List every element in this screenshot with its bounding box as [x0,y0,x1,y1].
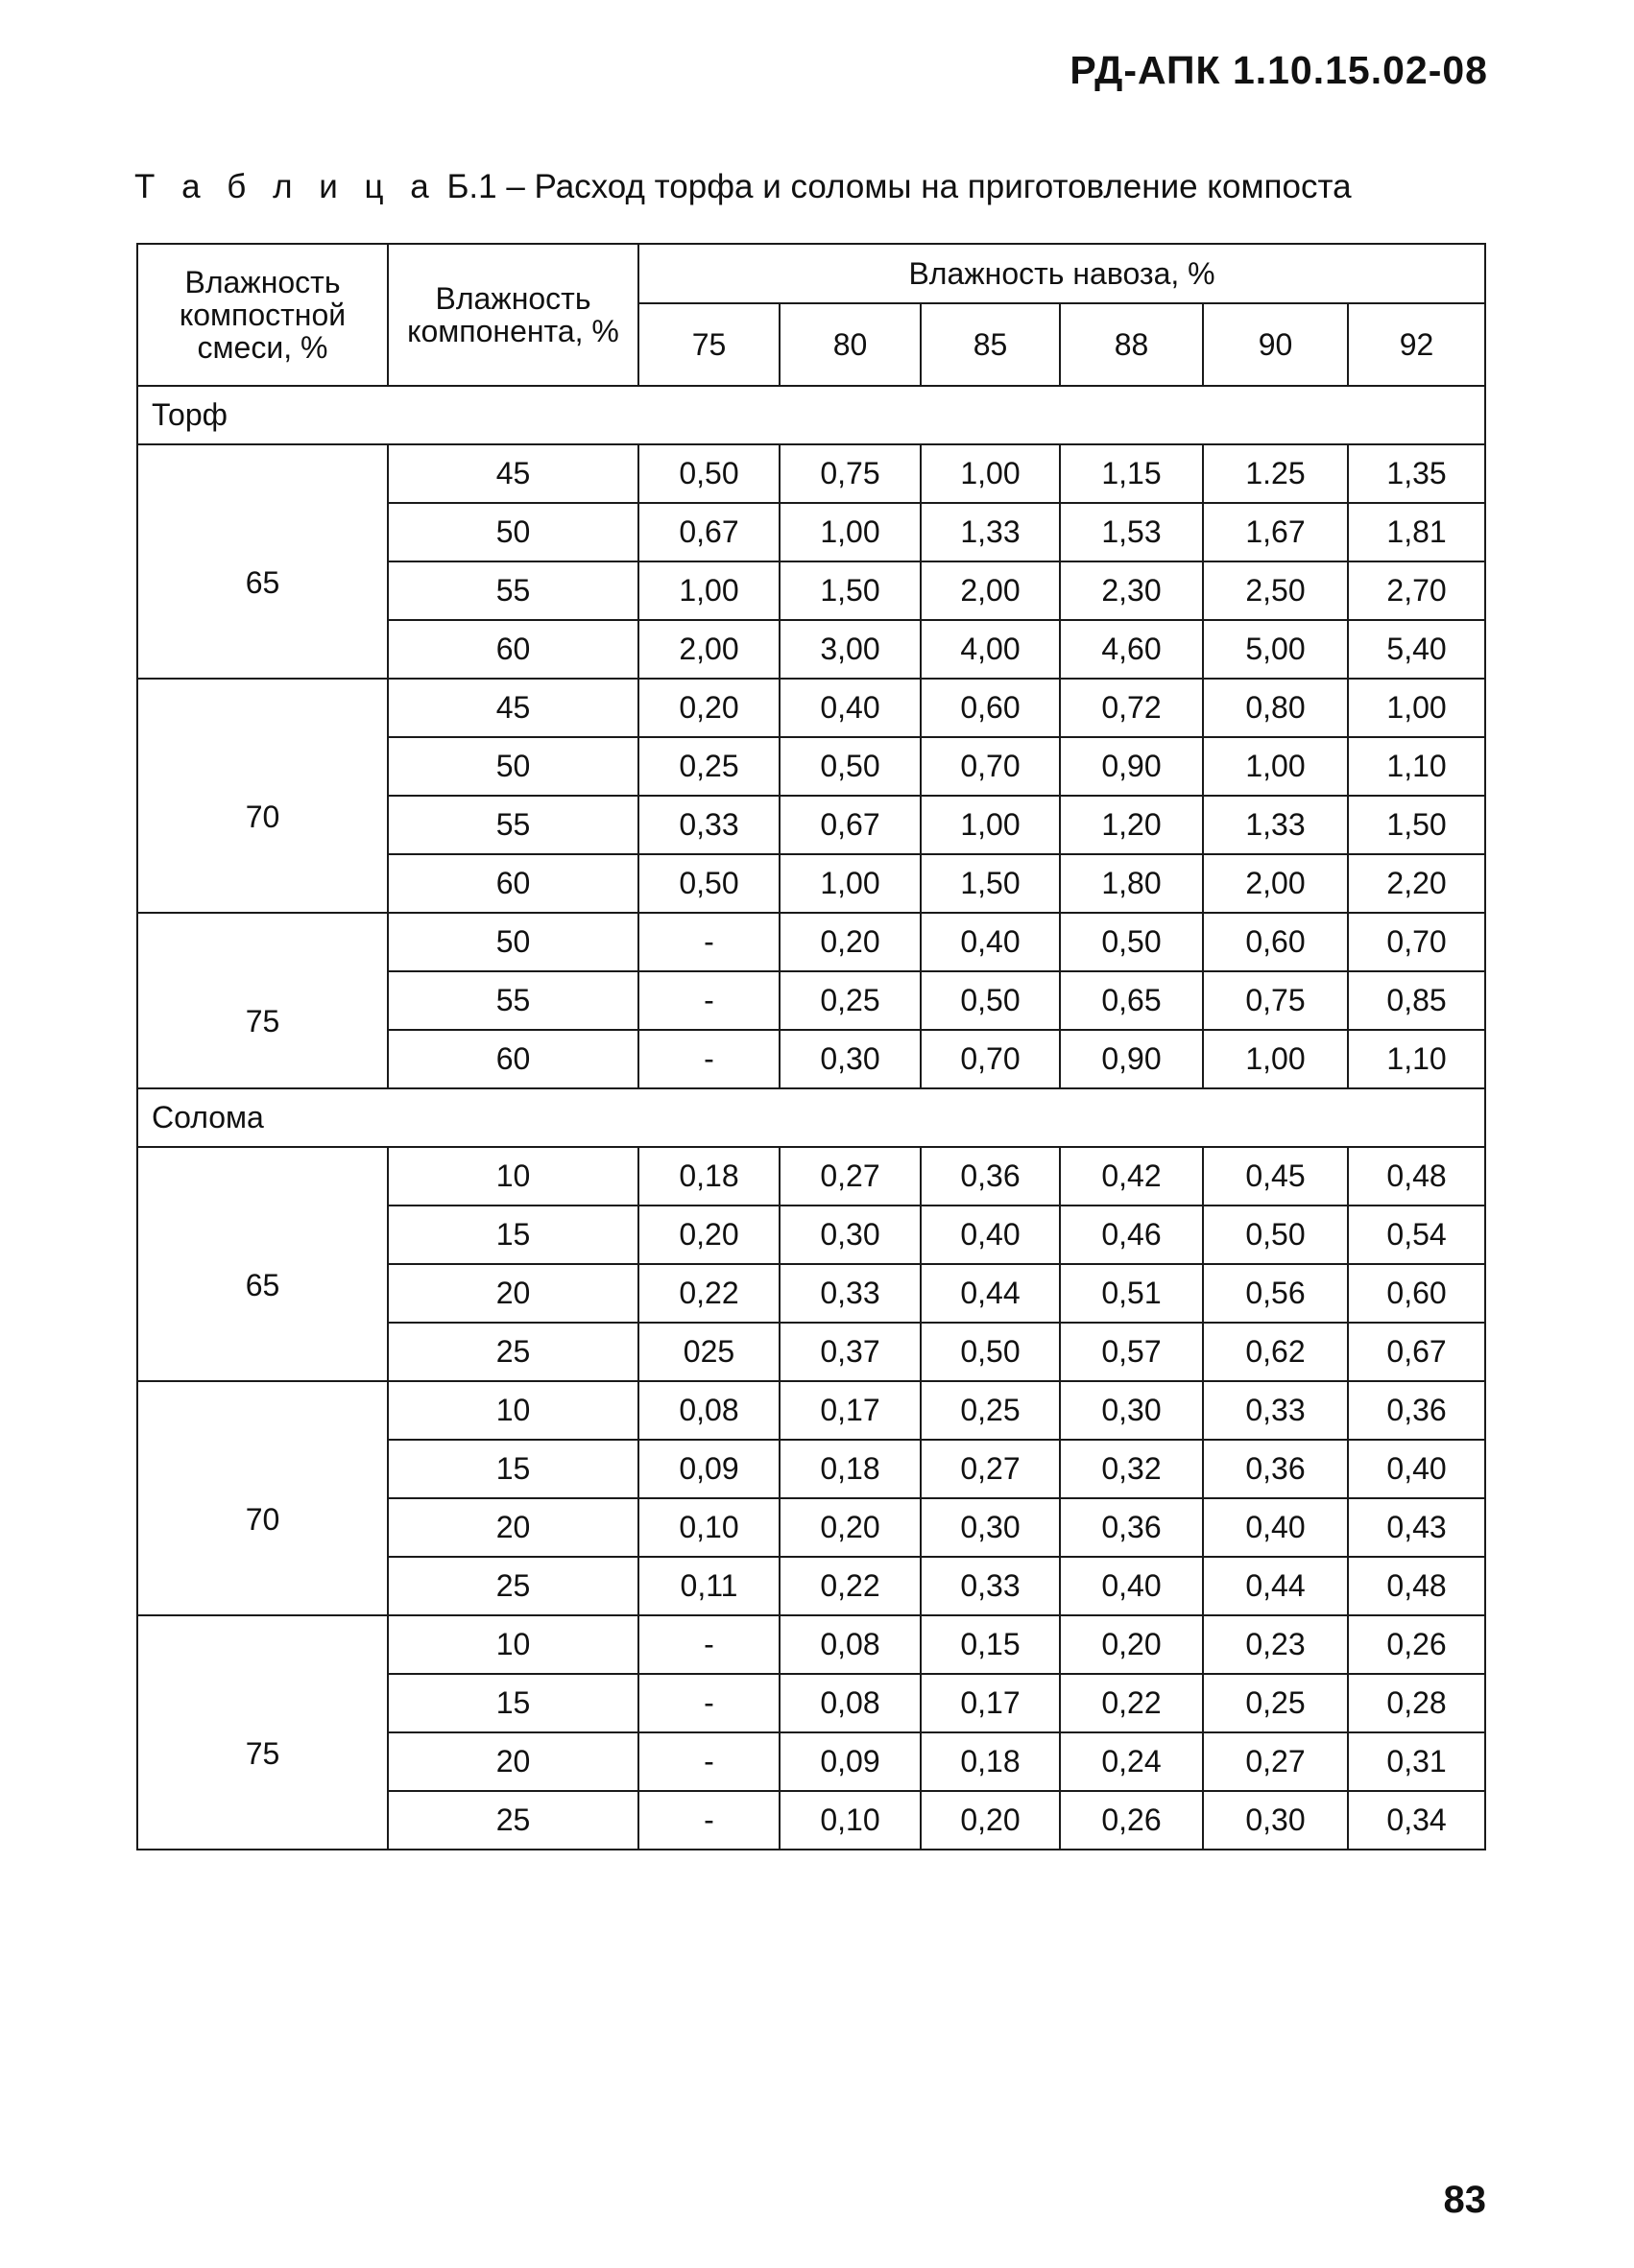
consumption-value-cell: 2,00 [921,561,1060,620]
consumption-value-cell: 0,27 [921,1440,1060,1498]
consumption-value-cell: 0,43 [1348,1498,1485,1557]
consumption-value-cell: 0,72 [1060,679,1203,737]
manure-value-header: 90 [1203,303,1348,386]
consumption-value-cell: 0,20 [780,1498,921,1557]
component-moisture-cell: 50 [388,503,638,561]
consumption-value-cell: 0,31 [1348,1732,1485,1791]
consumption-value-cell: 0,27 [1203,1732,1348,1791]
consumption-value-cell: 0,09 [638,1440,780,1498]
table-caption [134,168,1352,206]
consumption-value-cell: 0,70 [921,1030,1060,1088]
consumption-table [136,243,1486,1850]
consumption-value-cell: 0,36 [1060,1498,1203,1557]
consumption-value-cell: 3,00 [780,620,921,679]
component-moisture-cell: 20 [388,1264,638,1323]
consumption-value-cell: 1,53 [1060,503,1203,561]
consumption-value-cell: 0,36 [1203,1440,1348,1498]
consumption-value-cell: - [638,1791,780,1850]
consumption-value-cell: 0,50 [638,444,780,503]
consumption-value-cell: 0,24 [1060,1732,1203,1791]
consumption-value-cell: 0,70 [1348,913,1485,971]
consumption-value-cell: 0,20 [638,1206,780,1264]
component-moisture-cell: 45 [388,679,638,737]
mix-moisture-cell: 65 [137,1147,388,1381]
consumption-value-cell: 0,40 [780,679,921,737]
consumption-value-cell: 0,22 [1060,1674,1203,1732]
consumption-value-cell: 2,30 [1060,561,1203,620]
consumption-value-cell: 0,18 [921,1732,1060,1791]
consumption-value-cell: 1,35 [1348,444,1485,503]
manure-value-header: 92 [1348,303,1485,386]
consumption-value-cell: 0,51 [1060,1264,1203,1323]
consumption-value-cell: - [638,1030,780,1088]
consumption-value-cell: 0,30 [1060,1381,1203,1440]
consumption-value-cell: 2,50 [1203,561,1348,620]
component-moisture-cell: 15 [388,1206,638,1264]
component-moisture-header: Влажность компонента, % [388,244,638,386]
component-moisture-cell: 55 [388,796,638,854]
manure-value-header: 88 [1060,303,1203,386]
consumption-value-cell: 0,08 [638,1381,780,1440]
consumption-value-cell: - [638,913,780,971]
consumption-value-cell: 1,33 [921,503,1060,561]
consumption-value-cell: 0,36 [921,1147,1060,1206]
table-row [137,679,1485,737]
consumption-value-cell: 0,20 [1060,1615,1203,1674]
consumption-value-cell: 1.25 [1203,444,1348,503]
consumption-value-cell: 0,17 [780,1381,921,1440]
consumption-value-cell: 0,23 [1203,1615,1348,1674]
consumption-value-cell: 0,30 [780,1206,921,1264]
consumption-value-cell: 0,08 [780,1674,921,1732]
consumption-value-cell: 0,44 [921,1264,1060,1323]
consumption-value-cell: 0,56 [1203,1264,1348,1323]
consumption-value-cell: 1,00 [638,561,780,620]
consumption-value-cell: 0,15 [921,1615,1060,1674]
consumption-value-cell: 0,50 [780,737,921,796]
consumption-value-cell: 0,33 [921,1557,1060,1615]
component-moisture-cell: 10 [388,1147,638,1206]
consumption-value-cell: 0,62 [1203,1323,1348,1381]
component-moisture-cell: 10 [388,1381,638,1440]
consumption-value-cell: 0,25 [638,737,780,796]
consumption-value-cell: 0,60 [1203,913,1348,971]
consumption-value-cell: 0,20 [638,679,780,737]
consumption-value-cell: 1,67 [1203,503,1348,561]
consumption-value-cell: 1,10 [1348,737,1485,796]
consumption-value-cell: 0,22 [780,1557,921,1615]
table-caption-text: – Расход торфа и соломы на приготовление компоста [496,168,1352,205]
consumption-value-cell: 0,33 [638,796,780,854]
consumption-value-cell: 0,36 [1348,1381,1485,1440]
consumption-value-cell: 0,45 [1203,1147,1348,1206]
consumption-value-cell: 0,10 [638,1498,780,1557]
consumption-value-cell: 1,00 [921,796,1060,854]
consumption-value-cell: 0,80 [1203,679,1348,737]
table-row [137,1381,1485,1440]
consumption-value-cell: 0,11 [638,1557,780,1615]
consumption-value-cell: 0,26 [1060,1791,1203,1850]
table-body [137,386,1485,1850]
consumption-value-cell: 0,28 [1348,1674,1485,1732]
consumption-value-cell: 0,37 [780,1323,921,1381]
consumption-value-cell: 0,42 [1060,1147,1203,1206]
consumption-value-cell: 0,09 [780,1732,921,1791]
consumption-value-cell: 0,30 [1203,1791,1348,1850]
consumption-value-cell: 0,60 [921,679,1060,737]
consumption-value-cell: 0,50 [921,971,1060,1030]
consumption-value-cell: 0,50 [1060,913,1203,971]
component-moisture-cell: 55 [388,561,638,620]
consumption-value-cell: 0,65 [1060,971,1203,1030]
consumption-value-cell: 2,20 [1348,854,1485,913]
consumption-value-cell: 0,32 [1060,1440,1203,1498]
table-row [137,1147,1485,1206]
mix-moisture-cell: 70 [137,1381,388,1615]
mix-moisture-cell: 65 [137,444,388,679]
consumption-value-cell: 0,20 [921,1791,1060,1850]
component-moisture-cell: 25 [388,1557,638,1615]
table-row [137,1615,1485,1674]
consumption-value-cell: 0,67 [638,503,780,561]
consumption-value-cell: 0,18 [780,1440,921,1498]
consumption-value-cell: 0,26 [1348,1615,1485,1674]
consumption-value-cell: 0,25 [1203,1674,1348,1732]
component-moisture-cell: 60 [388,620,638,679]
consumption-value-cell: 0,33 [780,1264,921,1323]
mix-moisture-cell: 70 [137,679,388,913]
consumption-value-cell: 0,44 [1203,1557,1348,1615]
table-header [137,244,1485,386]
consumption-value-cell: 1,00 [780,503,921,561]
consumption-value-cell: 0,50 [1203,1206,1348,1264]
consumption-value-cell: 0,34 [1348,1791,1485,1850]
consumption-value-cell: 4,60 [1060,620,1203,679]
component-moisture-cell: 50 [388,737,638,796]
consumption-value-cell: 0,17 [921,1674,1060,1732]
section-title: Торф [137,386,1485,444]
consumption-value-cell: 1,81 [1348,503,1485,561]
consumption-value-cell: 0,48 [1348,1147,1485,1206]
manure-value-header: 75 [638,303,780,386]
consumption-value-cell: - [638,971,780,1030]
consumption-value-cell: 1,15 [1060,444,1203,503]
consumption-value-cell: 025 [638,1323,780,1381]
consumption-value-cell: 1,00 [1348,679,1485,737]
consumption-value-cell: 0,25 [921,1381,1060,1440]
consumption-value-cell: 0,40 [1203,1498,1348,1557]
document-code: РД-АПК 1.10.15.02-08 [1069,48,1488,92]
consumption-value-cell: 5,00 [1203,620,1348,679]
component-moisture-cell: 25 [388,1323,638,1381]
consumption-value-cell: 1,50 [780,561,921,620]
consumption-value-cell: 0,30 [780,1030,921,1088]
component-moisture-cell: 20 [388,1732,638,1791]
consumption-value-cell: 0,10 [780,1791,921,1850]
page-number: 83 [1443,2179,1486,2221]
consumption-value-cell: 2,70 [1348,561,1485,620]
component-moisture-cell: 15 [388,1674,638,1732]
consumption-value-cell: 0,20 [780,913,921,971]
consumption-value-cell: 0,40 [921,913,1060,971]
consumption-value-cell: 0,90 [1060,1030,1203,1088]
component-moisture-cell: 60 [388,854,638,913]
component-moisture-cell: 50 [388,913,638,971]
consumption-value-cell: 0,50 [921,1323,1060,1381]
section-row [137,1088,1485,1147]
manure-value-header: 85 [921,303,1060,386]
consumption-value-cell: 1,20 [1060,796,1203,854]
mix-moisture-header: Влажность компостной смеси, % [137,244,388,386]
component-moisture-cell: 15 [388,1440,638,1498]
consumption-value-cell: 0,75 [780,444,921,503]
manure-value-header: 80 [780,303,921,386]
table-row [137,913,1485,971]
consumption-value-cell: 0,85 [1348,971,1485,1030]
consumption-value-cell: 1,50 [1348,796,1485,854]
component-moisture-cell: 60 [388,1030,638,1088]
consumption-value-cell: 0,40 [1060,1557,1203,1615]
consumption-value-cell: 0,46 [1060,1206,1203,1264]
component-moisture-cell: 10 [388,1615,638,1674]
component-moisture-cell: 55 [388,971,638,1030]
consumption-value-cell: 1,33 [1203,796,1348,854]
consumption-value-cell: 1,00 [1203,737,1348,796]
consumption-value-cell: - [638,1732,780,1791]
consumption-value-cell: 0,40 [1348,1440,1485,1498]
consumption-value-cell: 1,50 [921,854,1060,913]
consumption-value-cell: 0,27 [780,1147,921,1206]
section-row [137,386,1485,444]
consumption-value-cell: 0,57 [1060,1323,1203,1381]
consumption-value-cell: 0,25 [780,971,921,1030]
table-caption-prefix: Т а б л и ц а [134,168,438,205]
consumption-value-cell: 0,67 [780,796,921,854]
table-caption-number: Б.1 [437,168,497,205]
consumption-value-cell: 4,00 [921,620,1060,679]
consumption-value-cell: 0,60 [1348,1264,1485,1323]
consumption-value-cell: 0,22 [638,1264,780,1323]
consumption-value-cell: 0,40 [921,1206,1060,1264]
consumption-value-cell: 1,00 [1203,1030,1348,1088]
consumption-value-cell: - [638,1674,780,1732]
consumption-value-cell: 0,67 [1348,1323,1485,1381]
consumption-value-cell: 0,54 [1348,1206,1485,1264]
table-row [137,444,1485,503]
consumption-value-cell: 0,33 [1203,1381,1348,1440]
consumption-value-cell: 0,50 [638,854,780,913]
consumption-value-cell: 0,75 [1203,971,1348,1030]
mix-moisture-cell: 75 [137,913,388,1088]
consumption-value-cell: 0,90 [1060,737,1203,796]
component-moisture-cell: 45 [388,444,638,503]
consumption-value-cell: 1,10 [1348,1030,1485,1088]
consumption-value-cell: 1,80 [1060,854,1203,913]
mix-moisture-cell: 75 [137,1615,388,1850]
section-title: Солома [137,1088,1485,1147]
consumption-value-cell: 0,70 [921,737,1060,796]
consumption-value-cell: 0,18 [638,1147,780,1206]
component-moisture-cell: 20 [388,1498,638,1557]
consumption-value-cell: 0,48 [1348,1557,1485,1615]
consumption-value-cell: 2,00 [1203,854,1348,913]
consumption-value-cell: 1,00 [921,444,1060,503]
consumption-value-cell: 2,00 [638,620,780,679]
consumption-value-cell: - [638,1615,780,1674]
component-moisture-cell: 25 [388,1791,638,1850]
consumption-value-cell: 0,08 [780,1615,921,1674]
manure-moisture-header: Влажность навоза, % [638,244,1485,303]
consumption-value-cell: 0,30 [921,1498,1060,1557]
consumption-value-cell: 1,00 [780,854,921,913]
consumption-value-cell: 5,40 [1348,620,1485,679]
